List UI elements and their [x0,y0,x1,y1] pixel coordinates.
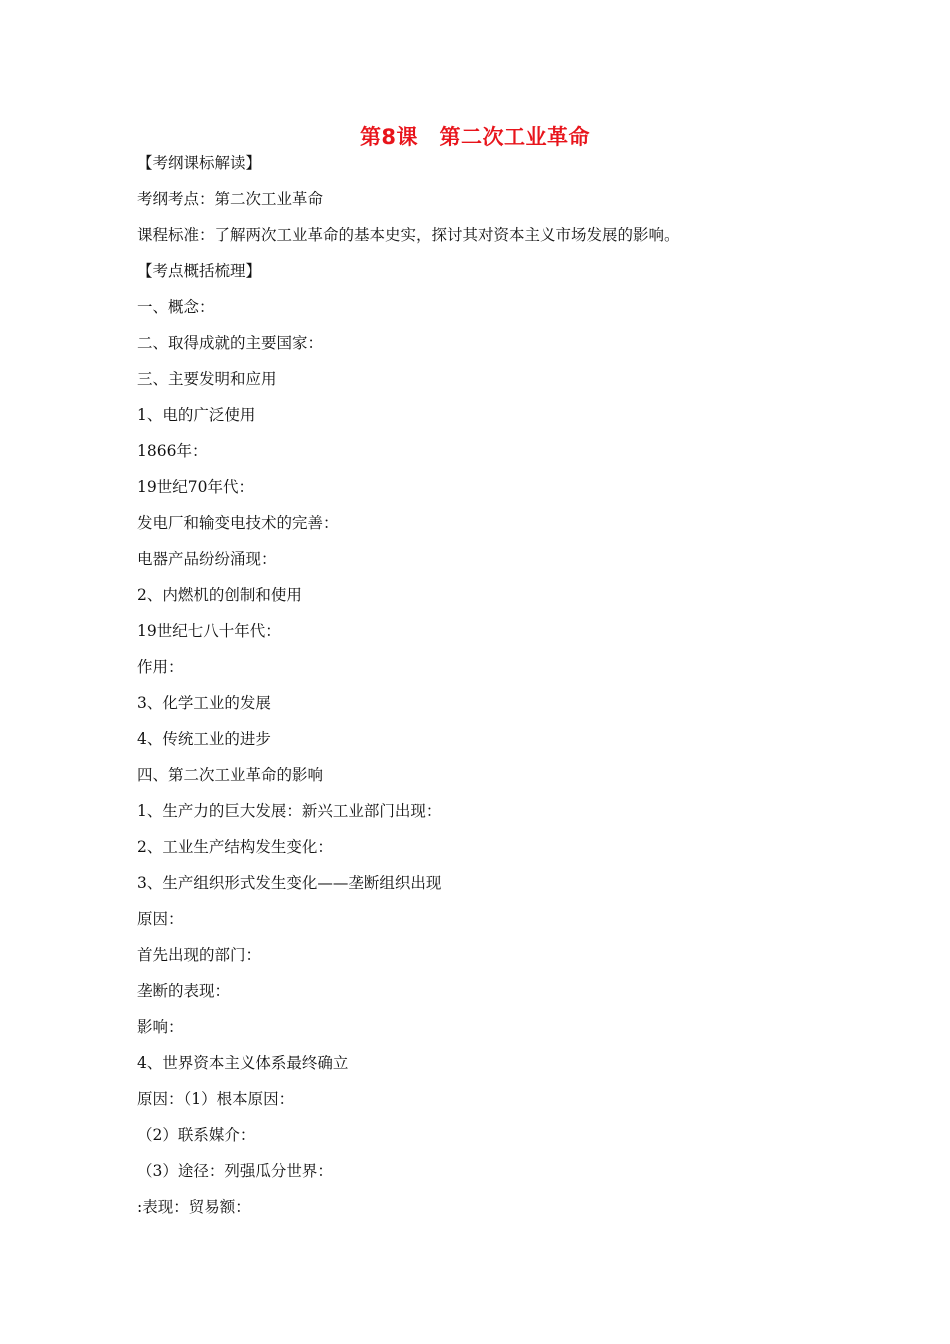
text-line: 3、生产组织形式发生变化——垄断组织出现 [137,874,442,892]
section-heading-summary: 【考点概括梳理】 [137,262,262,280]
text-line: 四、第二次工业革命的影响 [137,766,324,784]
text-line: 一、概念： [137,298,215,316]
text-line: 1866年： [137,442,208,460]
text-line: :表现：贸易额： [137,1198,251,1216]
text-line: （3）途径：列强瓜分世界： [137,1162,333,1180]
text-line: 3、化学工业的发展 [137,694,271,712]
text-line: 19世纪70年代： [137,478,254,496]
text-line: 二、取得成就的主要国家： [137,334,324,352]
document-body [137,145,837,1225]
text-line: 原因：（1）根本原因： [137,1090,295,1108]
text-line: 19世纪七八十年代： [137,622,281,640]
text-line: 首先出现的部门： [137,946,262,964]
text-line: 电器产品纷纷涌现： [137,550,277,568]
text-line: 垄断的表现： [137,982,231,1000]
text-line: 4、世界资本主义体系最终确立 [137,1054,349,1072]
text-line: 2、内燃机的创制和使用 [137,586,302,604]
text-line: 三、主要发明和应用 [137,370,277,388]
text-line: 4、传统工业的进步 [137,730,271,748]
text-line: （2）联系媒介： [137,1126,256,1144]
text-line: 原因： [137,910,184,928]
text-line: 作用： [137,658,184,676]
page-title: 第8课 第二次工业革命 [359,125,591,149]
text-line: 课程标准：了解两次工业革命的基本史实，探讨其对资本主义市场发展的影响。 [137,226,680,244]
text-line: 影响： [137,1018,184,1036]
text-line: 2、工业生产结构发生变化： [137,838,333,856]
text-line: 1、生产力的巨大发展：新兴工业部门出现： [137,802,442,820]
section-heading-syllabus: 【考纲课标解读】 [137,154,262,172]
text-line: 考纲考点：第二次工业革命 [137,190,324,208]
text-line: 1、电的广泛使用 [137,406,256,424]
text-line: 发电厂和输变电技术的完善： [137,514,339,532]
